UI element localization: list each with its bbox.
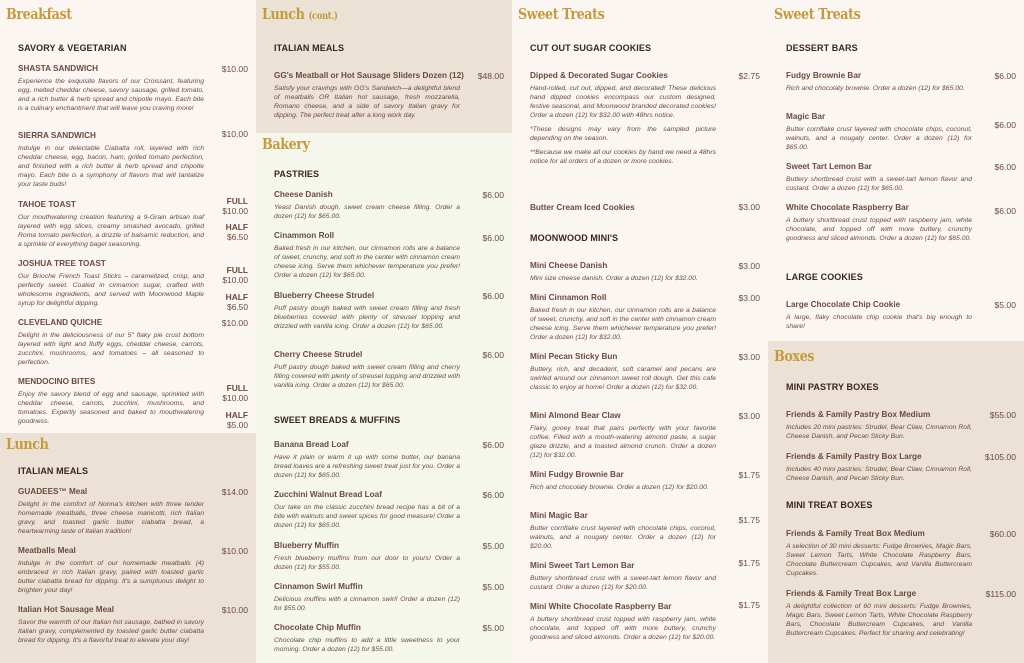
menu-item-gg-sliders: [274, 71, 504, 120]
item-description: A buttery shortbread crust topped with raspberry jam, white chocolate, and topped off with more buttery, crunchy goodness and sliced almonds. Order a dozen (12) for $65.00.: [786, 217, 972, 242]
item-price: $6.00: [482, 490, 504, 500]
item-description: Buttery shortbread crust with a sweet-tart lemon flavor and custard. Order a dozen (12) for $65.00.: [786, 176, 972, 192]
item-description: Savor the warmth of our Italian hot sausage, bathed in savory Italian gravy, complemented by toasted garlic butter ciabatta bread for dipping. It's a flavorful treat to elevate your day!: [18, 619, 204, 644]
item-price: $10.00: [221, 129, 248, 139]
menu-item-zucchini-walnut-bread-loaf: [274, 490, 504, 530]
item-name: Friends & Family Treat Box Large: [786, 589, 917, 598]
category-savory-vegetarian: SAVORY & VEGETARIAN: [18, 43, 127, 53]
item-name: Cinnamon Swirl Muffin: [274, 582, 363, 591]
menu-item-mini-white-chocolate-raspberry-bar: [530, 602, 760, 642]
menu-item-mendocino-bites: [18, 377, 248, 430]
item-name: Cherry Cheese Strudel: [274, 350, 363, 359]
item-name: White Chocolate Raspberry Bar: [786, 203, 909, 212]
item-name: Mini Cheese Danish: [530, 261, 608, 270]
item-name: Sweet Tart Lemon Bar: [786, 162, 872, 171]
item-description: Butter cornflake crust layered with chocolate chips, coconut, walnuts, and a nougaty center. Order a dozen (12) for $20.00.: [530, 525, 716, 550]
item-name: Dipped & Decorated Sugar Cookies: [530, 71, 668, 80]
menu-item-large-chocolate-chip-cookie: [786, 300, 1016, 331]
item-price: $14.00: [221, 487, 248, 497]
section-title-breakfast: Breakfast: [6, 5, 72, 23]
item-name: JOSHUA TREE TOAST: [18, 259, 106, 268]
category-mini-pastry-boxes: MINI PASTRY BOXES: [786, 382, 879, 392]
menu-item-mini-magic-bar: [530, 511, 760, 551]
item-description: Enjoy the savory blend of egg and sausage, sprinkled with cheddar cheese, carrots, zucchini, mushrooms, and tomatoes. Expertly seasoned and baked to mouthwatering goodness.: [18, 391, 204, 425]
menu-item-mini-fudgy-brownie-bar: [530, 470, 760, 492]
bakery-section: [256, 133, 512, 663]
item-price: $3.00: [738, 202, 760, 212]
item-price: $3.00: [738, 293, 760, 303]
menu-item-treat-box-large: [786, 589, 1016, 638]
menu-item-sierra-sandwich: [18, 131, 248, 189]
item-description: Buttery, rich, and decadent, soft caramel and pecans are swirled around our cinnamon sweet roll dough. Get this cafe classic to enjoy at home! Order a dozen (12) for $32.00.: [530, 366, 716, 391]
item-name: Mini Sweet Tart Lemon Bar: [530, 561, 635, 570]
menu-item-cinammon-roll: [274, 231, 504, 280]
item-price: $6.00: [994, 206, 1016, 216]
menu-item-mini-cinnamon-roll: [530, 293, 760, 342]
half-price: HALF $6.50: [225, 222, 248, 242]
item-price: $10.00: [221, 318, 248, 328]
menu-item-italian-hot-sausage-meal: [18, 605, 248, 645]
lunch-section: [0, 433, 256, 663]
menu-item-joshua-tree-toast: [18, 259, 248, 312]
category-italian-meals: ITALIAN MEALS: [18, 466, 89, 476]
item-price: $60.00: [989, 529, 1016, 539]
item-name: MENDOCINO BITES: [18, 377, 96, 386]
item-name: Blueberry Muffin: [274, 541, 340, 550]
item-name: Cinammon Roll: [274, 231, 335, 240]
item-description: Delight in the deliciousness of our 5" flaky pie crust bottom layered with light and fluffy eggs, cheddar cheese, carrots, zucchini, mushrooms, and tomatoes – all seasoned to perfection.: [18, 332, 204, 366]
item-description: Have it plain or warm it up with some butter, our banana bread loaves are a refreshing sweet treat just for you. Order a dozen (12) for $65.00.: [274, 454, 460, 479]
menu-item-mini-almond-bear-claw: [530, 411, 760, 460]
item-price: $2.75: [738, 71, 760, 81]
item-description: Chocolate chip muffins to add a little sweetness to your morning. Order a dozen (12) for $55.00.: [274, 637, 460, 653]
item-name: Mini Magic Bar: [530, 511, 588, 520]
menu-item-mini-sweet-tart-lemon-bar: [530, 558, 760, 592]
category-cut-out-sugar-cookies: CUT OUT SUGAR COOKIES: [530, 43, 652, 53]
item-description: Experience the exquisite flavors of our Croissant, featuring egg, melted cheddar cheese, savory sausage, grilled tomato, and a rich butter & herb spread and chipotle mayo. Each bite is a culinary enchantment that will leave you craving more!: [18, 78, 204, 112]
item-price: $6.00: [482, 233, 504, 243]
column-breakfast-lunch: [0, 0, 256, 663]
item-name: SIERRA SANDWICH: [18, 131, 96, 140]
item-description: Our take on the classic zucchini bread recipe has a bit of a bite with walnuts and sweet spices for good measure! Order a dozen (12) for $65.00.: [274, 504, 460, 529]
menu-item-blueberry-cheese-strudel: [274, 291, 504, 331]
category-dessert-bars: DESSERT BARS: [786, 43, 858, 53]
item-name: Large Chocolate Chip Cookie: [786, 300, 901, 309]
item-description: Rich and chocolaty brownie. Order a dozen (12) for $20.00.: [530, 484, 709, 491]
menu-item-tahoe-toast: [18, 196, 248, 249]
menu-item-guadees-meal: [18, 487, 248, 536]
item-description: Buttery shortbread crust with a sweet-tart lemon flavor and custard. Order a dozen (12) for $20.00.: [530, 575, 716, 591]
item-description: Includes 40 mini pastries: Strudel, Bear Claw, Cinnamon Roll, Cheese Danish, and Pecan Sticky Bun.: [786, 466, 972, 482]
item-price: $105.00: [984, 452, 1016, 462]
item-description: A large, flaky chocolate chip cookie that's big enough to share!: [786, 314, 972, 330]
half-price: HALF $5.00: [225, 410, 248, 430]
item-price: $3.00: [738, 352, 760, 362]
item-name: Mini Almond Bear Claw: [530, 411, 621, 420]
section-title-sweet-treats: Sweet Treats: [774, 5, 861, 23]
section-title-sweet-treats: Sweet Treats: [518, 5, 605, 23]
menu-item-cheese-danish: [274, 190, 504, 221]
item-price: $6.00: [482, 350, 504, 360]
item-name: Mini Pecan Sticky Bun: [530, 352, 618, 361]
item-name: Meatballs Meal: [18, 546, 76, 555]
item-description: Mini size cheese danish. Order a dozen (12) for $32.00.: [530, 275, 698, 282]
category-mini-treat-boxes: MINI TREAT BOXES: [786, 500, 873, 510]
item-price: $10.00: [221, 64, 248, 74]
item-description: Puff pastry dough baked with sweet cream filling and fresh blueberries covered with plenty of streusel topping and drizzled with vanilla icing. Order a dozen (12) for $65.00.: [274, 305, 460, 330]
item-description: A buttery shortbread crust topped with raspberry jam, white chocolate, and topped off with more buttery, crunchy goodness and sliced almonds. Order a dozen (12) for $20.00.: [530, 616, 716, 641]
menu-item-pastry-box-large: [786, 452, 1016, 483]
item-name: Blueberry Cheese Strudel: [274, 291, 375, 300]
full-price: FULL $10.00: [222, 196, 248, 216]
item-description: Baked fresh in our kitchen, our cinnamon rolls are a balance of sweet, crunchy, and soft in the center with cinnamon cream cheese icing. Serve them whichever temperature you prefer! Order a dozen (12) for $65.00.: [274, 245, 460, 279]
category-italian-meals: ITALIAN MEALS: [274, 43, 345, 53]
item-price: $5.00: [482, 623, 504, 633]
item-name: Mini Cinnamon Roll: [530, 293, 607, 302]
menu-item-banana-bread-loaf: [274, 440, 504, 480]
item-description: Baked fresh in our kitchen, our cinnamon rolls are a balance of sweet, crunchy, and soft in the center with cinnamon cream cheese icing. Serve them whichever temperature you prefer! Order a dozen (12) for $32.00.: [530, 307, 716, 341]
section-title-boxes: Boxes: [774, 347, 815, 365]
item-price: $10.00: [221, 605, 248, 615]
item-name: Zucchini Walnut Bread Loaf: [274, 490, 382, 499]
item-description: A delightful collection of 60 mini desserts: Fudge Brownies, Magic Bars, Sweet Lemon Tarts, White Chocolate Raspberry Bars, Chocolate Buttercream Cupcakes, and Vanilla Buttercream Cupcakes. Perfect for sharing and celebrating!: [786, 603, 972, 637]
section-title-lunch-cont: Lunch (cont.): [262, 5, 338, 23]
item-price: $1.75: [738, 600, 760, 610]
sweet-treats-2-section: [768, 0, 1024, 341]
item-note: *These designs may vary from the sampled picture depending on the season.: [530, 126, 716, 142]
lunch-cont-section: [256, 0, 512, 133]
item-name: TAHOE TOAST: [18, 200, 76, 209]
boxes-section: [768, 341, 1024, 663]
item-description: Flaky, gooey treat that pairs perfectly with your favorite coffee. Filled with a mouth-watering almond paste, a sugar glaze drizzle, and a toasted almond crunch. Order a dozen (12) for $32.00.: [530, 425, 716, 459]
item-description: Includes 20 mini pastries: Strudel, Bear Claw, Cinnamon Roll, Cheese Danish, and Pecan Sticky Bun.: [786, 424, 972, 440]
item-price: $5.00: [482, 582, 504, 592]
item-name: Chocolate Chip Muffin: [274, 623, 361, 632]
menu-item-dipped-decorated-sugar-cookies: [530, 71, 760, 166]
menu-item-sweet-tart-lemon-bar: [786, 162, 1016, 193]
item-price: $115.00: [985, 589, 1016, 599]
item-price: $6.00: [482, 291, 504, 301]
item-name: Magic Bar: [786, 112, 826, 121]
item-price: $5.00: [994, 300, 1016, 310]
item-name: Mini Fudgy Brownie Bar: [530, 470, 624, 479]
menu-item-cinnamon-swirl-muffin: [274, 582, 504, 613]
column-lunch-bakery: [256, 0, 512, 663]
item-price: $6.00: [994, 162, 1016, 172]
item-name: CLEVELAND QUICHE: [18, 318, 103, 327]
item-price: $1.75: [738, 470, 760, 480]
item-price: $6.00: [994, 71, 1016, 81]
item-note: **Because we make all our cookies by hand we need a 48hrs notice for all orders of a dozen or more cookies.: [530, 149, 716, 165]
item-description: Delight in the comfort of Nonna's kitchen with three tender homemade meatballs, three cheese manicotti, rich Italian gravy, and toasted garlic butter ciabatta bread, a heartwarming taste of Italian tradition!: [18, 501, 204, 535]
item-description: Our mouthwatering creation featuring a 9-Grain artisan loaf layered with egg slices, creamy smashed avocado, grilled Roma tomato perfection, a drizzle of balsamic reduction, and a sprinkle of everything bagel seasoning.: [18, 214, 204, 248]
item-name: Friends & Family Pastry Box Large: [786, 452, 922, 461]
category-sweet-breads-muffins: SWEET BREADS & MUFFINS: [274, 415, 401, 425]
full-price: FULL $10.00: [222, 265, 248, 285]
item-name: Cheese Danish: [274, 190, 333, 199]
item-name: GUADEES™ Meal: [18, 487, 88, 496]
menu-item-meatballs-meal: [18, 546, 248, 595]
menu-item-chocolate-chip-muffin: [274, 623, 504, 654]
item-description: Puff pastry dough baked with sweet cream filling and cherry filling covered with plenty of streusel topping and drizzled with vanilla icing. Order a dozen (12) for $65.00.: [274, 364, 460, 389]
item-name: Banana Bread Loaf: [274, 440, 349, 449]
section-title-lunch: Lunch: [6, 435, 49, 453]
menu-item-butter-cream-iced-cookies: [530, 203, 760, 212]
menu-item-cleveland-quiche: [18, 318, 248, 367]
item-price: $5.00: [482, 541, 504, 551]
item-price: $10.00: [221, 546, 248, 556]
item-price: $48.00: [477, 71, 504, 81]
item-price: $3.00: [738, 411, 760, 421]
item-price: $6.00: [994, 120, 1016, 130]
item-description: Our Brioche French Toast Sticks – caramelized, crisp, and perfectly sweet. Coated in cinnamon sugar, crafted with wholesome ingredients, and served with Moonwood Maple syrup for delightful dipping.: [18, 273, 204, 307]
item-description: Satisfy your cravings with GG's Sandwich—a delightful blend of meatballs OR Italian hot sausage, fresh mozzarella, Romano cheese, and a side of savory Italian gravy for dipping. The perfect treat after a long work day.: [274, 85, 460, 119]
item-price: $6.00: [482, 440, 504, 450]
item-name: Mini White Chocolate Raspberry Bar: [530, 602, 672, 611]
column-sweet-treats-boxes: [768, 0, 1024, 663]
item-description: Hand-rolled, cut out, dipped, and decorated! These delicious hand dipped cookies encompass our custom designed, festive seasonal, and Moonwood branded decorated cookies! Order a dozen (12) for $32.00 with 48hrs notice.: [530, 85, 716, 119]
menu-item-magic-bar: [786, 112, 1016, 152]
item-description: A selection of 30 mini desserts: Fudge Brownies, Magic Bars, Sweet Lemon Tarts, White Chocolate Raspberry Bars, Chocolate Buttercream Cupcakes, and Vanilla Buttercream Cupcakes.: [786, 543, 972, 577]
full-price: FULL $10.00: [222, 383, 248, 403]
item-description: Butter cornflake crust layered with chocolate chips, coconut, walnuts, and a nougaty center. Order a dozen (12) for $65.00.: [786, 126, 972, 151]
item-price: $1.75: [738, 558, 760, 568]
menu-item-treat-box-medium: [786, 529, 1016, 578]
item-description: Indulge in our delectable Ciabatta roll, layered with rich cheddar cheese, egg, bacon, ham, grilled tomato perfection, and finished with a rich butter & herb spread and chipotle mayo. Each bite is a symphony of flavors that will tantalize your taste buds!: [18, 145, 204, 188]
menu-item-mini-cheese-danish: [530, 261, 760, 283]
item-name: Fudgy Brownie Bar: [786, 71, 862, 80]
item-price: $1.75: [738, 515, 760, 525]
section-title-bakery: Bakery: [262, 135, 310, 153]
category-large-cookies: LARGE COOKIES: [786, 272, 863, 282]
item-name: Friends & Family Pastry Box Medium: [786, 410, 931, 419]
item-description: Rich and chocolaty brownie. Order a dozen (12) for $65.00.: [786, 85, 965, 92]
item-name: Butter Cream Iced Cookies: [530, 203, 635, 212]
item-description: Fresh blueberry muffins from our door to yours! Order a dozen (12) for $55.00.: [274, 555, 460, 571]
category-pastries: PASTRIES: [274, 169, 320, 179]
menu-item-mini-pecan-sticky-bun: [530, 352, 760, 392]
item-name: Italian Hot Sausage Meal: [18, 605, 115, 614]
item-price: $6.00: [482, 190, 504, 200]
half-price: HALF $6.50: [225, 292, 248, 312]
menu-item-pastry-box-medium: [786, 410, 1016, 441]
menu-item-cherry-cheese-strudel: [274, 350, 504, 390]
menu-item-white-chocolate-raspberry-bar: [786, 203, 1016, 243]
item-price: $3.00: [738, 261, 760, 271]
item-name: GG's Meatball or Hot Sausage Sliders Dozen (12): [274, 71, 464, 80]
menu-item-blueberry-muffin: [274, 541, 504, 572]
item-name: Friends & Family Treat Box Medium: [786, 529, 925, 538]
item-description: Yeast Danish dough, sweet cream cheese filling. Order a dozen (12) for $65.00.: [274, 204, 460, 220]
column-sweet-treats-1: [512, 0, 768, 663]
item-price: $55.00: [989, 410, 1016, 420]
menu-item-fudgy-brownie-bar: [786, 71, 1016, 93]
item-name: SHASTA SANDWICH: [18, 64, 99, 73]
menu-item-shasta-sandwich: [18, 64, 248, 113]
item-description: Indulge in the comfort of our homemade meatballs (4) embraced in rich Italian gravy, paired with toasted garlic butter ciabatta bread for dipping. It's a sumptuous delight to brighten your day!: [18, 560, 204, 594]
breakfast-section: [0, 0, 256, 433]
category-moonwood-minis: MOONWOOD MINI'S: [530, 233, 619, 243]
item-description: Delicious muffins with a cinnamon swirl! Order a dozen (12) for $55.00.: [274, 596, 460, 612]
